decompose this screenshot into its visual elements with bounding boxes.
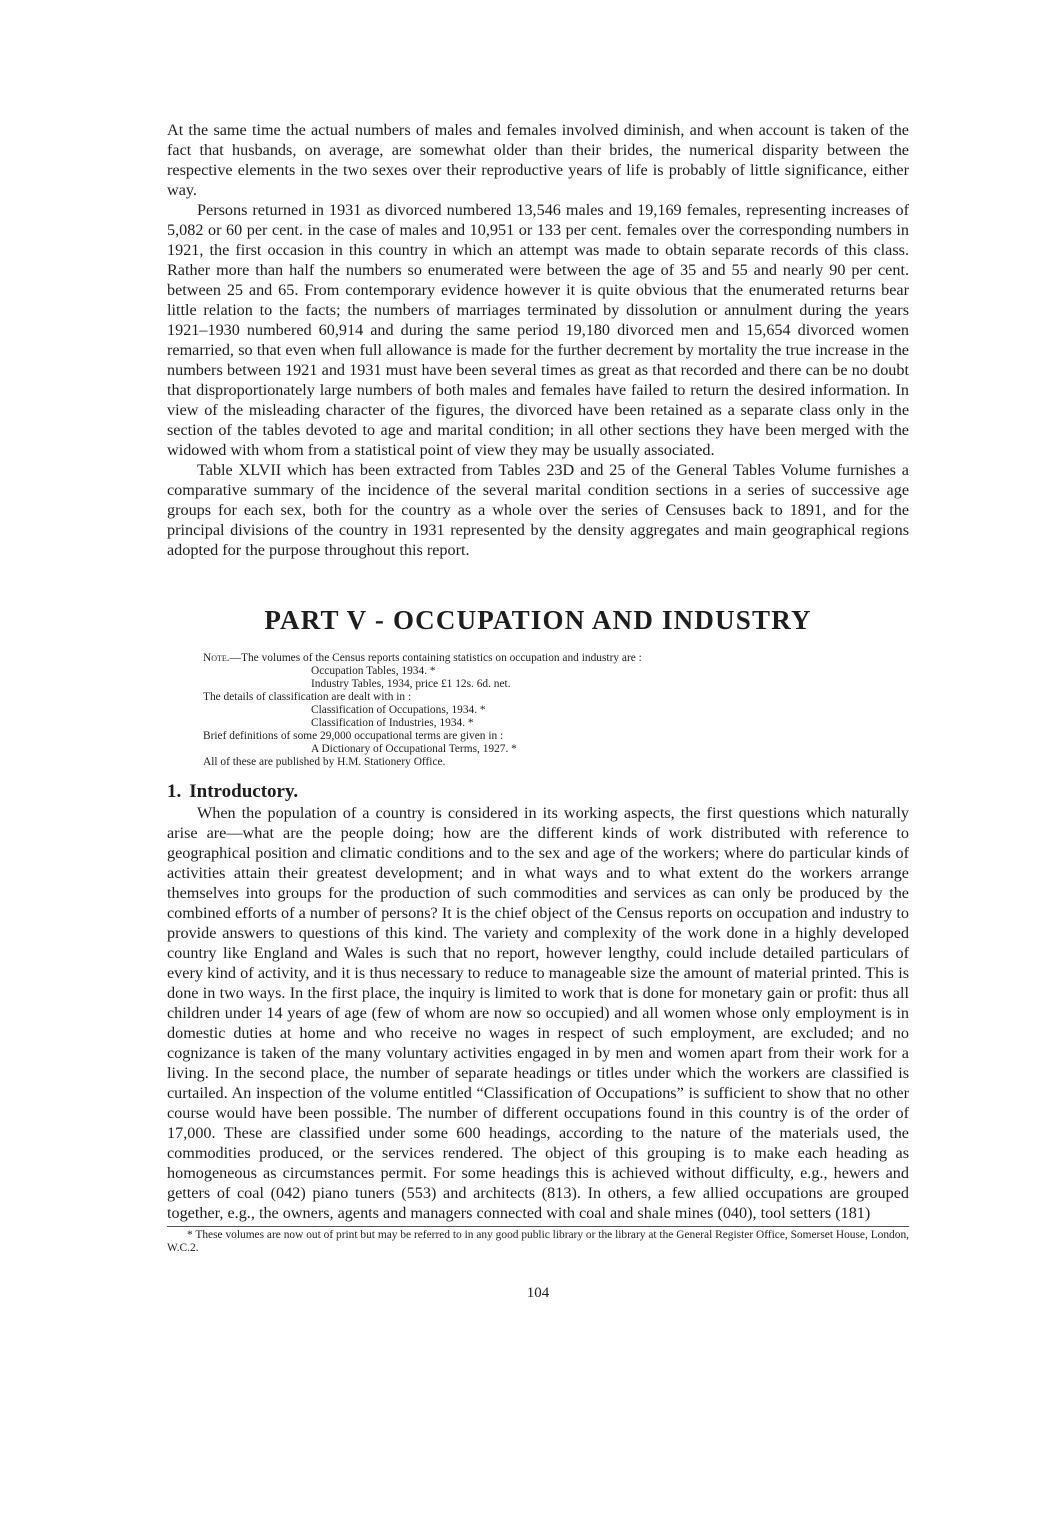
footnote: * These volumes are now out of print but may be referred to in any good public library or the library at the General Register Office, Somerset House, London, W.C.2. <box>167 1229 909 1254</box>
note-classification-intro: The details of classification are dealt with in : <box>203 691 412 703</box>
note-classification: Classification of Industries, 1934. * <box>311 717 474 729</box>
paragraph-divorced: Persons returned in 1931 as divorced numbered 13,546 males and 19,169 females, representing increases of 5,082 or 60 per cent. in the case of males and 10,951 or 133 per cent. females over the corresponding numbers in 1921, the first occasion in this country in which an attempt was made to obtain separate records of this class. Rather more than half the numbers so enumerated were between the age of 35 and 55 and nearly 90 per cent. between 25 and 65. From contemporary evidence however it is quite obvious that the enumerated returns bear little relation to the facts; the numbers of marriages terminated by dissolution or annulment during the years 1921–1930 numbered 60,914 and during the same period 19,180 divorced men and 15,654 divorced women remarried, so that even when full allowance is made for the further decrement by mortality the true increase in the numbers between 1921 and 1931 must have been several times as great as that recorded and there can be no doubt that disproportionately large numbers of both males and females have failed to return the desired information. In view of the misleading character of the figures, the divorced have been retained as a separate class only in the section of the tables devoted to age and marital condition; in all other sections they have been merged with the widowed with whom from a statistical point of view they may be usually associated. <box>167 201 909 459</box>
page-number: 104 <box>526 1285 550 1301</box>
note-block <box>203 652 909 769</box>
note-volume: Industry Tables, 1934, price £1 12s. 6d. net. <box>311 678 511 690</box>
footnote-divider <box>167 1226 909 1227</box>
section-number: 1. <box>167 781 182 802</box>
note-definitions-intro: Brief definitions of some 29,000 occupational terms are given in : <box>203 730 504 742</box>
note-classification: Classification of Occupations, 1934. * <box>311 704 486 716</box>
spacer <box>167 560 909 578</box>
part-title: PART V - OCCUPATION AND INDUSTRY <box>264 605 812 635</box>
paragraph-table-xlvii: Table XLVII which has been extracted from Tables 23D and 25 of the General Tables Volume furnishes a comparative summary of the incidence of the several marital condition sections in a series of successive age groups for each sex, both for the country as a whole over the series of Censuses back to 1891, and for the principal divisions of the country in 1931 represented by the density aggregates and main geographical regions adopted for the purpose throughout this report. <box>167 461 909 559</box>
document-page <box>167 120 909 1302</box>
paragraph-marriage-disparity: At the same time the actual numbers of males and females involved diminish, and when account is taken of the fact that husbands, on average, are somewhat older than their brides, the numerical disparity between the respective elements in the two sexes over their reproductive years of life is probably of little significance, either way. <box>167 121 909 199</box>
note-volume: Occupation Tables, 1934. * <box>311 665 436 677</box>
note-intro-line <box>203 652 909 665</box>
section-heading <box>167 781 909 803</box>
paragraph-introductory: When the population of a country is considered in its working aspects, the first questions which naturally arise are—what are the people doing; how are the different kinds of work distributed with reference to geographical position and climatic conditions and to the sex and age of the workers; where do particular kinds of activities attain their greatest development; and in what ways and to what extent do the workers arrange themselves into groups for the production of such commodities and services as can only be produced by the combined efforts of a number of persons? It is the chief object of the Census reports on occupation and industry to provide answers to questions of this kind. The variety and complexity of the work done in a highly developed country like England and Wales is such that no report, however lengthy, could include detailed particulars of every kind of activity, and it is thus necessary to reduce to manageable size the amount of material printed. This is done in two ways. In the first place, the inquiry is limited to work that is done for monetary gain or profit: thus all children under 14 years of age (few of whom are now so occupied) and all women whose only employment is in domestic duties at home and who receive no wages in respect of such employment, are excluded; and no cognizance is taken of the many voluntary activities engaged in by men and women apart from their work for a living. In the second place, the number of separate headings or titles under which the workers are classified is curtailed. An inspection of the volume entitled “Classification of Occupations” is sufficient to show that no other course would have been possible. The number of different occupations found in this country is of the order of 17,000. These are classified under some 600 headings, according to the nature of the materials used, the commodities produced, or the services rendered. The object of this grouping is to make each heading as homogeneous as circumstances permit. For some headings this is achieved without difficulty, e.g., hewers and getters of coal (042) piano tuners (553) and architects (813). In others, a few allied occupations are grouped together, e.g., the owners, agents and managers connected with coal and shale mines (040), tool setters (181) <box>167 804 909 1222</box>
section-title: Introductory. <box>189 781 299 802</box>
note-publisher: All of these are published by H.M. Stationery Office. <box>203 756 446 768</box>
note-definition: A Dictionary of Occupational Terms, 1927. * <box>311 743 517 755</box>
note-label: Note <box>203 652 227 664</box>
note-intro: .—The volumes of the Census reports containing statistics on occupation and industry are : <box>226 652 642 664</box>
